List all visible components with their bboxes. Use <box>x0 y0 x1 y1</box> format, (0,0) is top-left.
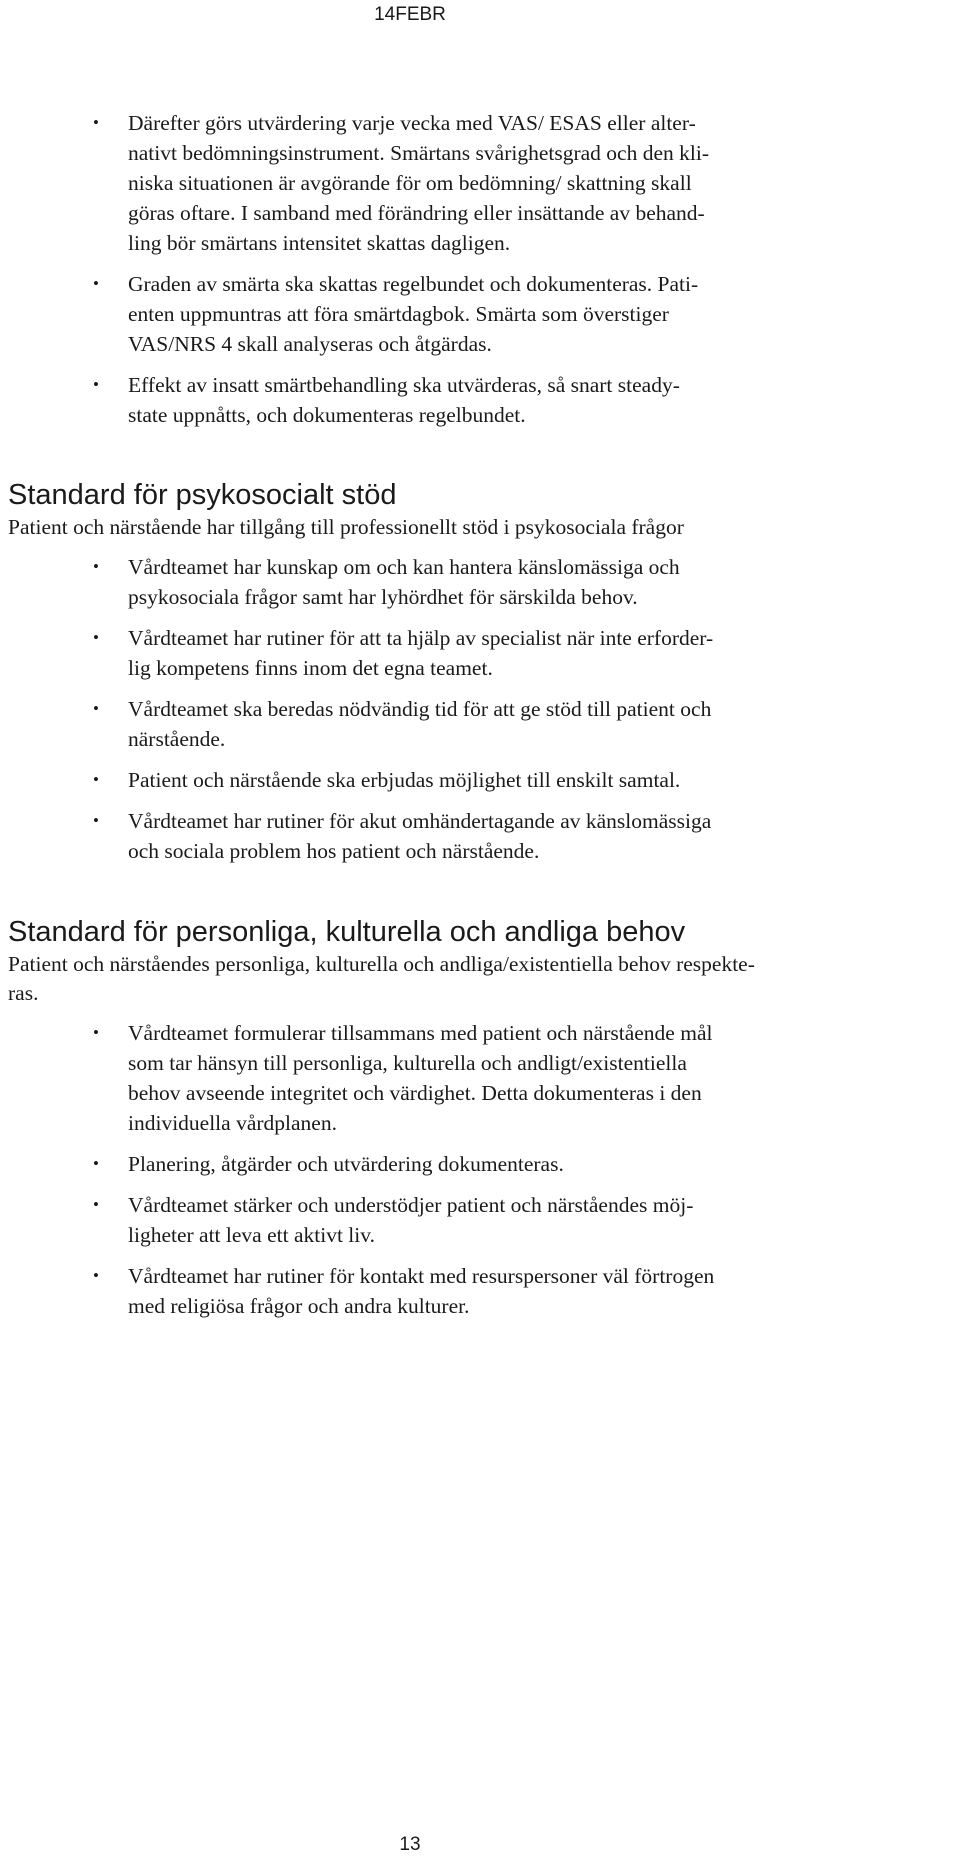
list-item-text: Vårdteamet har kunskap om och kan hantera känslomässiga och psykosociala frågor samt har lyhördhet för särskilda behov. <box>128 555 680 609</box>
bullet-icon: • <box>93 811 99 830</box>
bullet-icon: • <box>93 770 99 789</box>
section-personal-cultural-spiritual-needs <box>8 914 788 1321</box>
list-item-text: Graden av smärta ska skattas regelbundet och dokumenteras. Pati- enten uppmuntras att föra smärtdagbok. Smärta som överstiger VAS/NRS 4 skall analyseras och åtgärdas. <box>128 272 699 356</box>
list-item-text: Patient och närstående ska erbjudas möjlighet till enskilt samtal. <box>128 768 681 792</box>
list-item <box>8 1261 788 1321</box>
bullet-icon: • <box>93 628 99 647</box>
list-item-text: Vårdteamet stärker och understödjer patient och närståendes möj- ligheter att leva ett aktivt liv. <box>128 1193 694 1247</box>
bullet-icon: • <box>93 1266 99 1285</box>
list-item-text: Vårdteamet har rutiner för akut omhändertagande av känslomässiga och sociala problem hos patient och närstående. <box>128 809 712 863</box>
bullet-icon: • <box>93 557 99 576</box>
section-intro: Patient och närstående har tillgång till professionellt stöd i psykosociala frågor <box>8 515 684 539</box>
intro-bullet-list <box>8 108 788 430</box>
list-item <box>8 1190 788 1250</box>
list-item <box>8 623 788 683</box>
bullet-icon: • <box>93 113 99 132</box>
page-number: 13 <box>399 1834 421 1855</box>
list-item <box>8 806 788 866</box>
section-heading: Standard för personliga, kulturella och andliga behov <box>8 916 686 948</box>
section-intro: Patient och närståendes personliga, kulturella och andliga/existentiella behov respekte- ras. <box>8 952 755 1005</box>
list-item-text: Vårdteamet har rutiner för kontakt med resurspersoner väl förtrogen med religiösa frågor och andra kulturer. <box>128 1264 715 1318</box>
list-item-text: Därefter görs utvärdering varje vecka med VAS/ ESAS eller alter- nativt bedömningsinstrument. Smärtans svårighetsgrad och den kli- niska situationen är avgörande för om bedömning/ skattning skall göras oftare. I samband med förändring eller insättande av behand- ling bör smärtans intensitet skattas dagligen. <box>128 111 709 255</box>
bullet-icon: • <box>93 699 99 718</box>
list-item-text: Planering, åtgärder och utvärdering dokumenteras. <box>128 1152 564 1176</box>
list-item <box>8 694 788 754</box>
list-item <box>8 1018 788 1138</box>
section-heading: Standard för psykosocialt stöd <box>8 479 397 511</box>
list-item <box>8 1149 788 1179</box>
list-item <box>8 108 788 258</box>
list-item <box>8 765 788 795</box>
list-item <box>8 370 788 430</box>
section-bullet-list <box>8 552 788 866</box>
bullet-icon: • <box>93 1154 99 1173</box>
page-body <box>8 108 788 1332</box>
list-item-text: Vårdteamet formulerar tillsammans med patient och närstående mål som tar hänsyn till personliga, kulturella och andligt/existentiella behov avseende integritet och värdighet. Detta dokumenteras i den individuella vårdplanen. <box>128 1021 713 1135</box>
bullet-icon: • <box>93 274 99 293</box>
bullet-icon: • <box>93 375 99 394</box>
list-item <box>8 269 788 359</box>
section-bullet-list <box>8 1018 788 1321</box>
bullet-icon: • <box>93 1023 99 1042</box>
list-item-text: Effekt av insatt smärtbehandling ska utvärderas, så snart steady- state uppnåtts, och dokumenteras regelbundet. <box>128 373 680 427</box>
page-header: 14FEBR <box>374 4 446 25</box>
section-psychosocial-support <box>8 477 788 866</box>
bullet-icon: • <box>93 1195 99 1214</box>
list-item-text: Vårdteamet ska beredas nödvändig tid för att ge stöd till patient och närstående. <box>128 697 712 751</box>
list-item <box>8 552 788 612</box>
list-item-text: Vårdteamet har rutiner för att ta hjälp av specialist när inte erforder- lig kompetens finns inom det egna teamet. <box>128 626 714 680</box>
